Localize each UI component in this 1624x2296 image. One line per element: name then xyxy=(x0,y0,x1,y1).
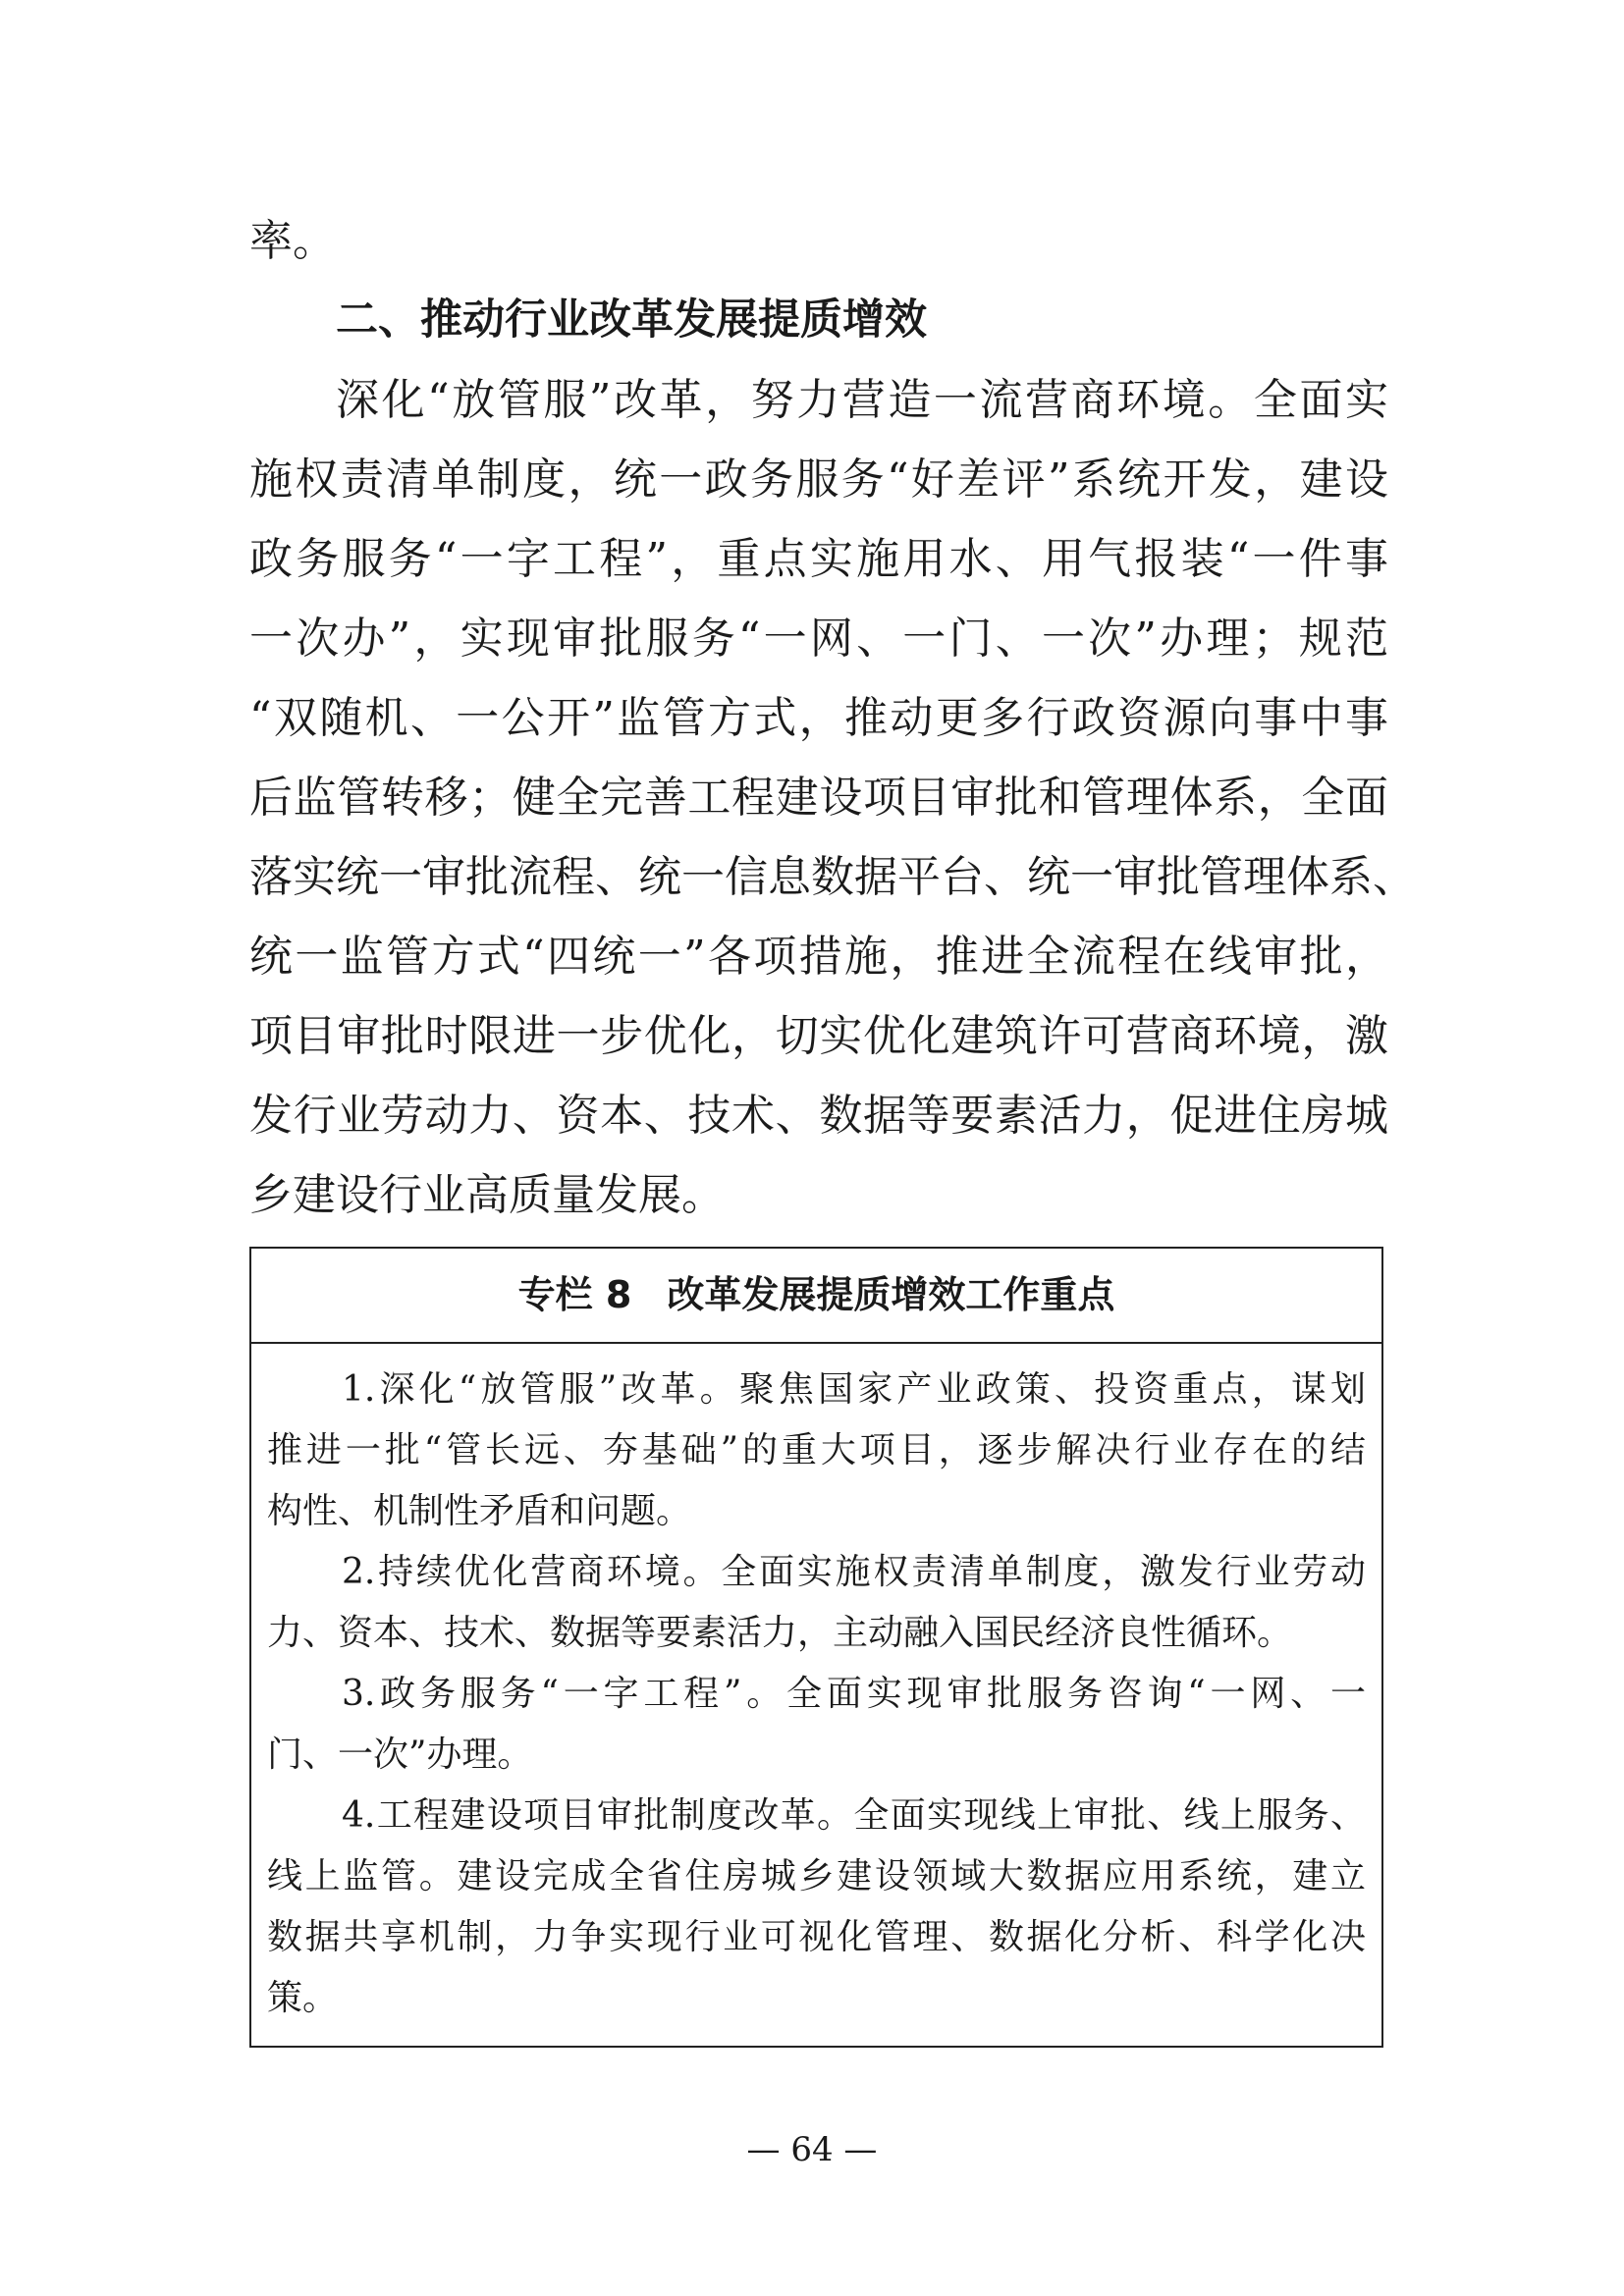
paragraph-line: 政务服务“一字工程”，重点实施用水、用气报装“一件事 xyxy=(249,534,1388,584)
item-line: 数据共享机制，力争实现行业可视化管理、数据化分析、科学化决 xyxy=(267,1917,1366,1957)
column-label: 专栏 8 xyxy=(517,1273,632,1316)
section-heading: 二、推动行业改革发展提质增效 xyxy=(336,295,927,345)
column-title: 改革发展提质增效工作重点 xyxy=(667,1273,1115,1316)
item-line: 3.政务服务“一字工程”。全面实现审批服务咨询“一网、一 xyxy=(342,1674,1366,1714)
paragraph-line: 统一监管方式“四统一”各项措施，推进全流程在线审批， xyxy=(249,932,1388,982)
carryover-line: 率。 xyxy=(249,216,336,266)
item-line: 力、资本、技术、数据等要素活力，主动融入国民经济良性循环。 xyxy=(267,1613,1293,1653)
item-line: 门、一次”办理。 xyxy=(267,1735,533,1775)
main-text xyxy=(249,201,1416,1235)
column-box-body xyxy=(251,1344,1381,2029)
page-number: — 64 — xyxy=(746,2130,878,2169)
column-box xyxy=(249,1247,1383,2048)
paragraph-line: 落实统一审批流程、统一信息数据平台、统一审批管理体系、 xyxy=(249,852,1416,902)
item-line: 1.深化“放管服”改革。聚焦国家产业政策、投资重点，谋划 xyxy=(342,1369,1366,1410)
paragraph-line: 后监管转移；健全完善工程建设项目审批和管理体系，全面 xyxy=(249,773,1388,823)
item-line: 2.持续优化营商环境。全面实施权责清单制度，激发行业劳动 xyxy=(342,1552,1366,1592)
paragraph-line: 乡建设行业高质量发展。 xyxy=(249,1170,725,1220)
item-line: 4.工程建设项目审批制度改革。全面实现线上审批、线上服务、 xyxy=(342,1795,1366,1836)
paragraph-line: “双随机、一公开”监管方式，推动更多行政资源向事中事 xyxy=(249,693,1388,743)
item-line: 推进一批“管长远、夯基础”的重大项目，逐步解决行业存在的结 xyxy=(267,1430,1366,1470)
column-box-title xyxy=(251,1249,1381,1344)
item-line: 构性、机制性矛盾和问题。 xyxy=(267,1491,692,1531)
paragraph-line: 项目审批时限进一步优化，切实优化建筑许可营商环境，激 xyxy=(249,1011,1388,1061)
item-line: 策。 xyxy=(267,1978,339,2018)
paragraph-line: 一次办”，实现审批服务“一网、一门、一次”办理；规范 xyxy=(249,614,1388,664)
paragraph-line: 施权责清单制度，统一政务服务“好差评”系统开发，建设 xyxy=(249,454,1388,505)
paragraph-line: 深化“放管服”改革，努力营造一流营商环境。全面实 xyxy=(336,375,1388,425)
paragraph-line: 发行业劳动力、资本、技术、数据等要素活力，促进住房城 xyxy=(249,1091,1388,1141)
item-line: 线上监管。建设完成全省住房城乡建设领域大数据应用系统，建立 xyxy=(267,1856,1366,1896)
